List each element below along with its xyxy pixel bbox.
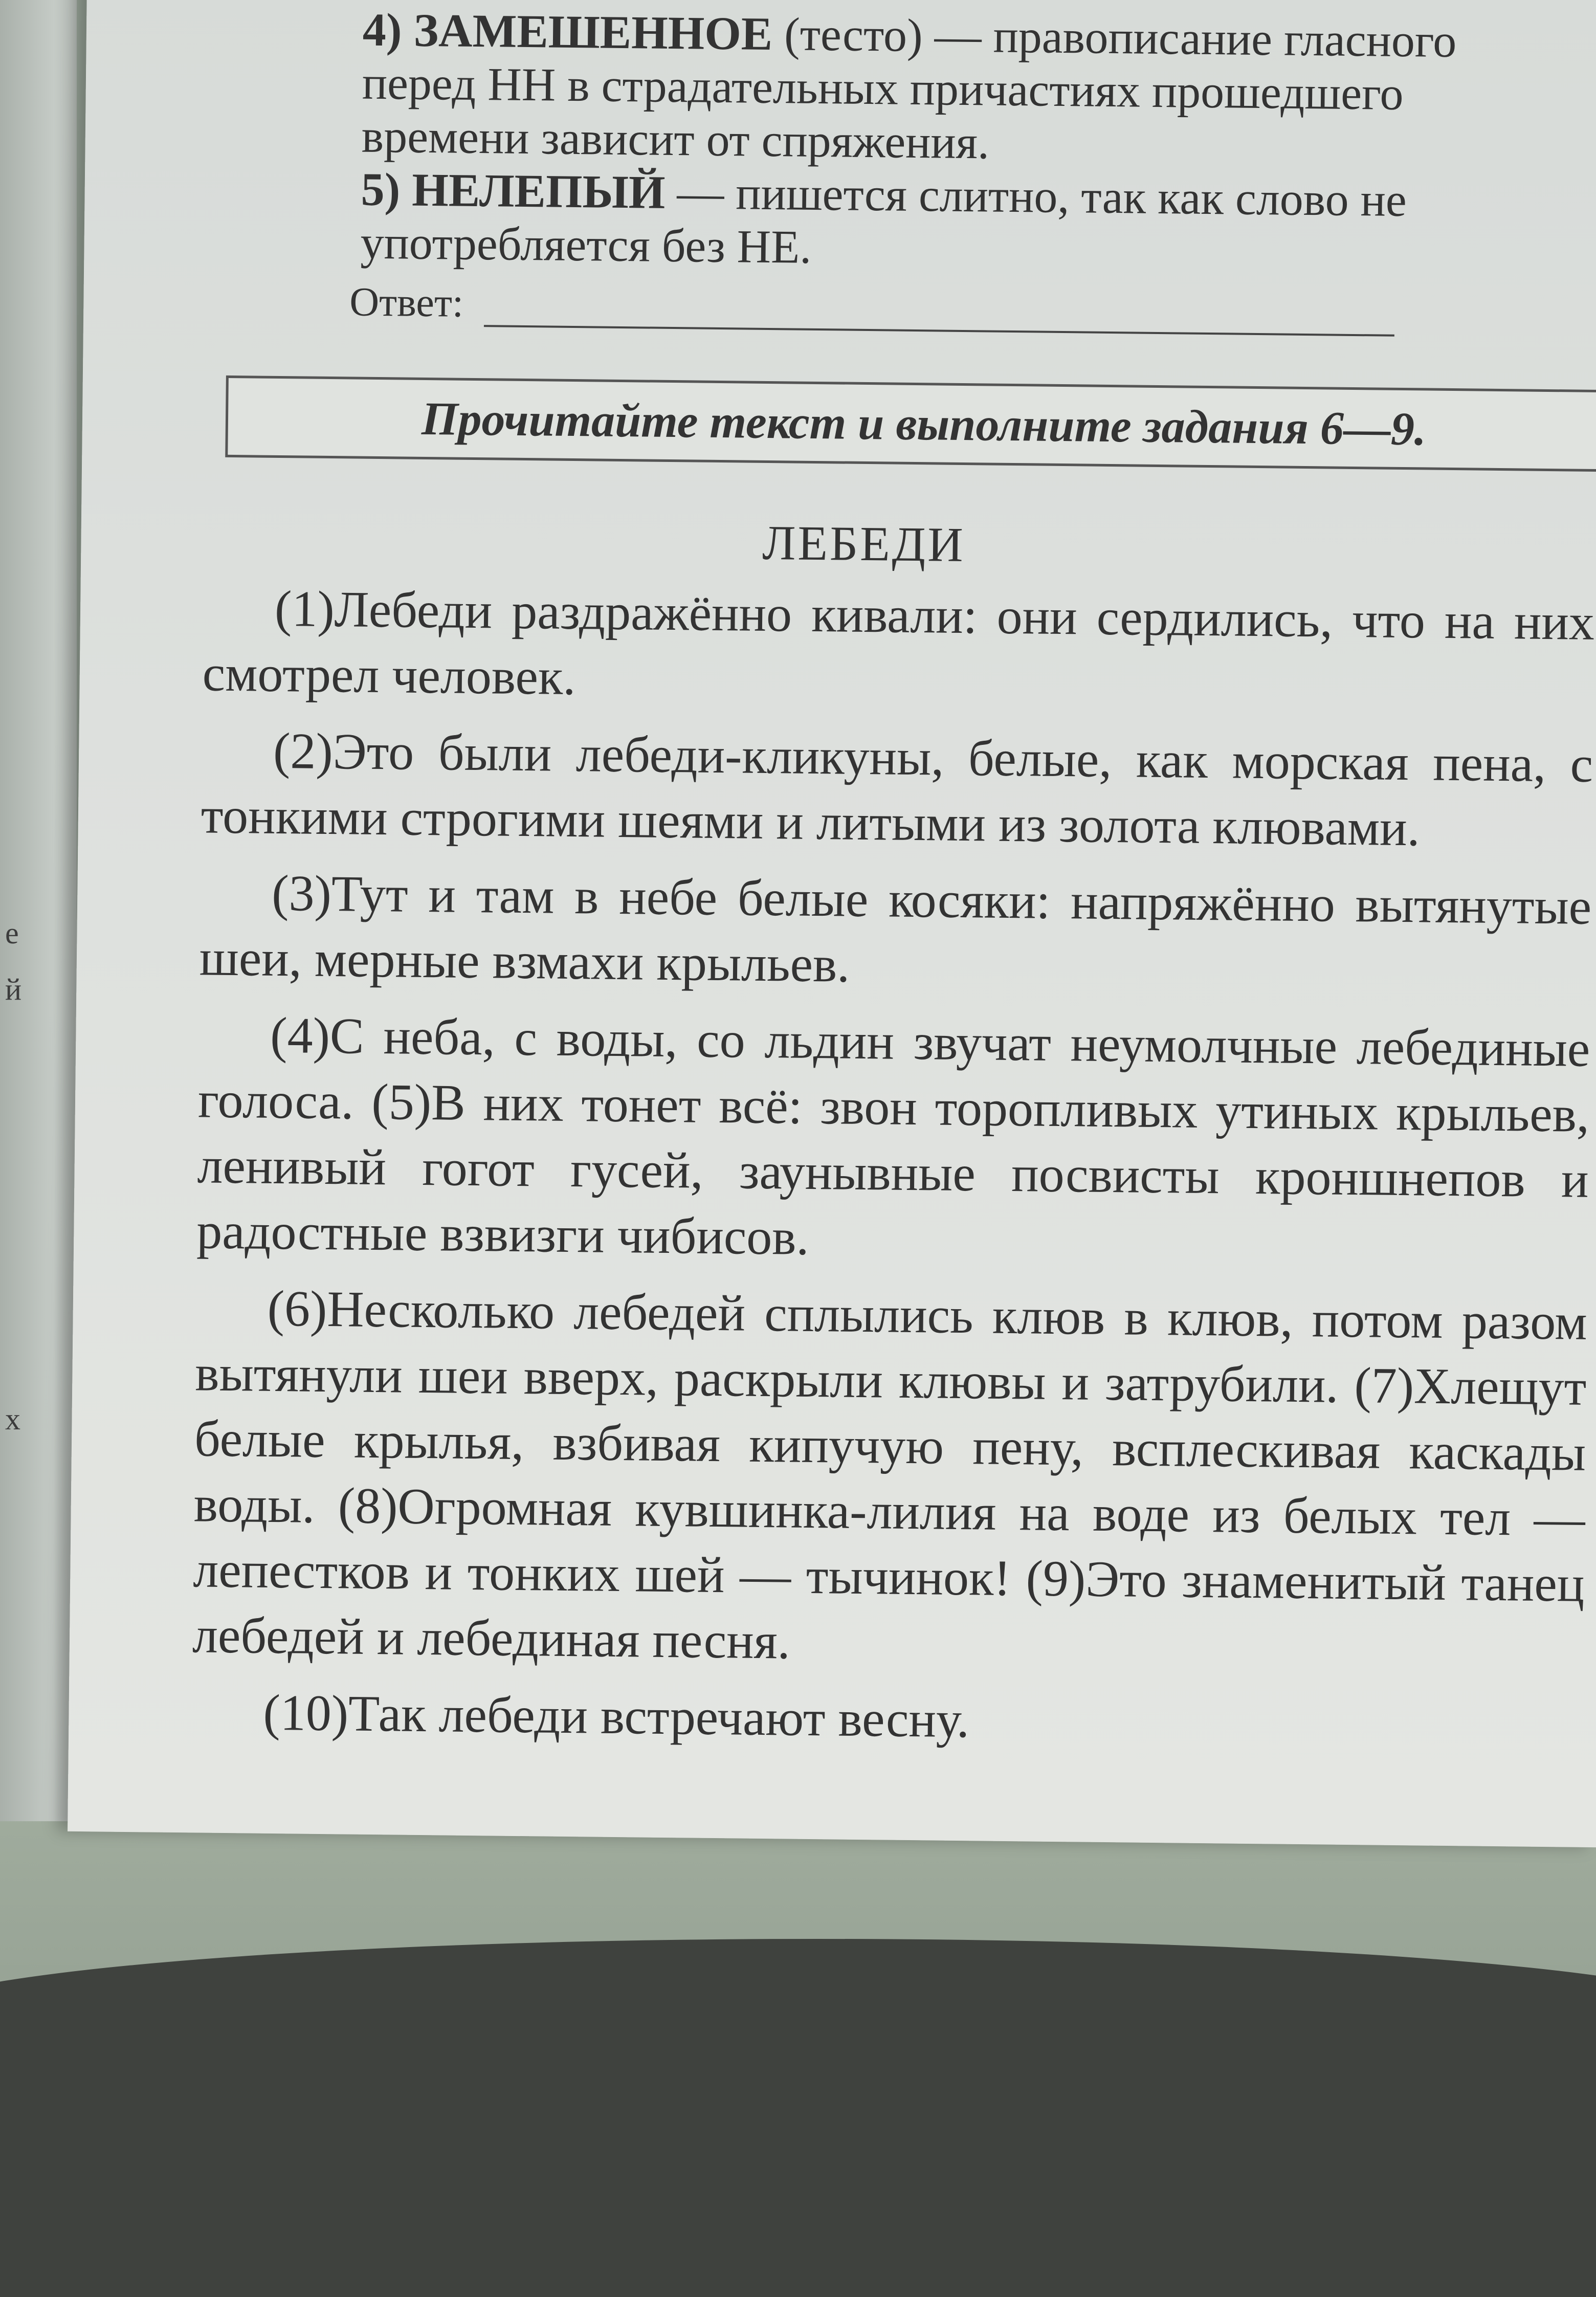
instruction-box bbox=[225, 376, 1596, 472]
paragraph: (1)Лебеди раздражённо кивали: они сердились, что на них смотрел человек. bbox=[202, 580, 1595, 706]
left-page-fragment: е bbox=[5, 916, 19, 950]
answer-line bbox=[484, 289, 1395, 337]
instruction-text: Прочитайте текст и выполните задания 6—9. bbox=[421, 392, 1427, 455]
answer-row bbox=[349, 279, 1578, 338]
paragraph: (10)Так лебеди встречают весну. bbox=[262, 1684, 970, 1749]
left-page-edge bbox=[0, 0, 77, 1821]
dark-object-edge bbox=[0, 1939, 1596, 2297]
left-page-fragment: й bbox=[5, 973, 22, 1006]
paragraph: (4)С неба, с воды, со льдин звучат неумолчные лебединые голоса. (5)В них тонет всё: звон торопливых утиных крыльев, ленивый гогот гусей, заунывные посвисты кроншнепов и радостные взвизги чибисов. bbox=[196, 1006, 1590, 1266]
book-page bbox=[68, 0, 1596, 1847]
paragraph: (6)Несколько лебедей сплылись клюв в клюв, потом разом вытянули шеи вверх, раскрыли клювы и затрубили. (7)Хлещут белые крылья, взбивая кипучую пену, всплескивая каскады воды. (8)Огромная кувшинка-лилия на воде из белых тел — лепестков и тонких шей — тычинок! (9)Это знаменитый танец лебедей и лебединая песня. bbox=[192, 1279, 1588, 1670]
header-item-5: 5) НЕЛЕПЫЙ — пишется слитно, так как слово не употребляется без НЕ. bbox=[360, 163, 1407, 273]
left-page-fragment: х bbox=[5, 1402, 20, 1436]
text-title: ЛЕБЕДИ bbox=[762, 515, 966, 572]
answer-label: Ответ: bbox=[349, 279, 464, 326]
paragraph: (3)Тут и там в небе белые косяки: напряжённо вытянутые шеи, мерные взмахи крыльев. bbox=[199, 864, 1592, 993]
header-item-4: 4) ЗАМЕШЕННОЕ (тесто) — правописание гласного перед НН в страдательных причастиях прошедшего времени зависит от спряжения. bbox=[361, 3, 1457, 169]
paragraph: (2)Это были лебеди-кликуны, белые, как морская пена, с тонкими строгими шеями и литыми из золота клювами. bbox=[201, 722, 1593, 857]
page-content bbox=[140, 0, 1595, 1770]
